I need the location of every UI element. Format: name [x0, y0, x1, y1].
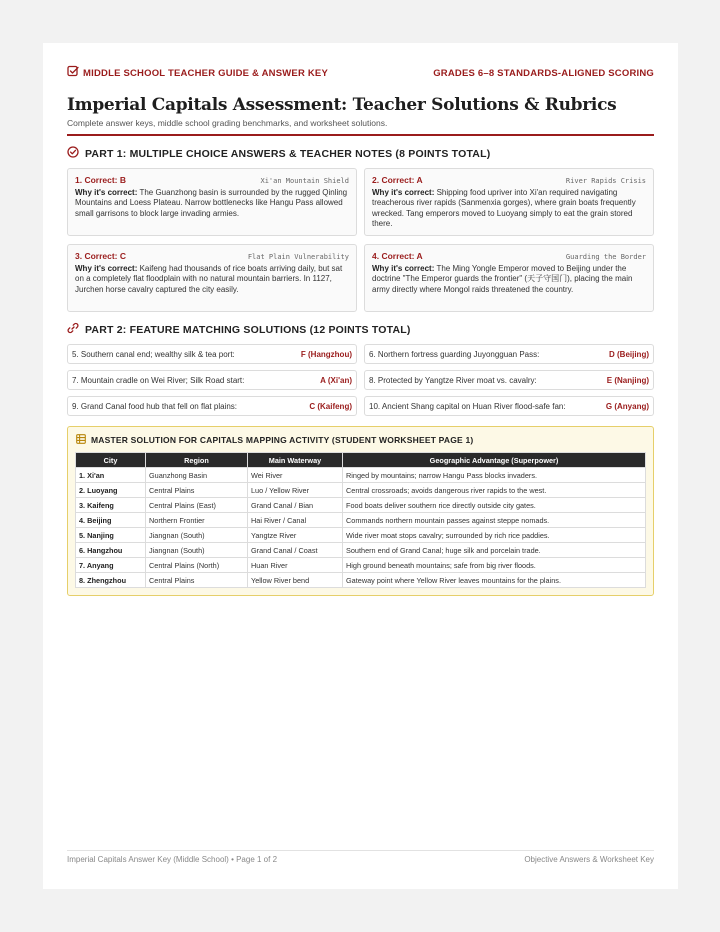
why-label: Why it's correct: — [75, 188, 138, 197]
cell-waterway: Grand Canal / Bian — [248, 498, 343, 513]
checkbox-icon — [67, 64, 79, 82]
table-icon — [76, 434, 86, 446]
mc-card — [67, 168, 357, 236]
table-row — [76, 468, 646, 483]
match-item — [67, 370, 357, 390]
cell-advantage: Wide river moat stops cavalry; surrounded by rich rice paddies. — [343, 528, 646, 543]
top-bar — [67, 65, 654, 81]
mc-explanation — [75, 264, 349, 295]
cell-advantage: High ground beneath mountains; safe from big river floods. — [343, 558, 646, 573]
mc-answer: 1. Correct: B — [75, 175, 127, 185]
cell-region: Central Plains (North) — [146, 558, 248, 573]
mc-tag: Flat Plain Vulnerability — [247, 253, 349, 261]
mc-explanation — [372, 264, 646, 295]
cell-region: Northern Frontier — [146, 513, 248, 528]
part2-heading-text: PART 2: FEATURE MATCHING SOLUTIONS (12 POINTS TOTAL) — [85, 323, 411, 336]
match-question: 10. Ancient Shang capital on Huan River flood-safe fan: — [369, 401, 566, 411]
cell-advantage: Commands northern mountain passes against steppe nomads. — [343, 513, 646, 528]
match-answer: G (Anyang) — [605, 401, 649, 411]
cell-waterway: Yangtze River — [248, 528, 343, 543]
mc-tag: Xi'an Mountain Shield — [260, 177, 349, 185]
table-row — [76, 513, 646, 528]
cell-region: Guanzhong Basin — [146, 468, 248, 483]
cell-region: Central Plains (East) — [146, 498, 248, 513]
cell-city: 2. Luoyang — [76, 483, 146, 498]
cell-city: 4. Beijing — [76, 513, 146, 528]
mc-answer-grid — [67, 168, 654, 312]
mc-answer: 4. Correct: A — [372, 251, 423, 261]
master-heading-text: MASTER SOLUTION FOR CAPITALS MAPPING ACTIVITY (STUDENT WORKSHEET PAGE 1) — [91, 435, 474, 445]
cell-waterway: Luo / Yellow River — [248, 483, 343, 498]
cell-waterway: Huan River — [248, 558, 343, 573]
why-label: Why it's correct: — [372, 188, 435, 197]
match-item — [67, 396, 357, 416]
cell-region: Jiangnan (South) — [146, 543, 248, 558]
col-header-city: City — [76, 453, 146, 468]
mc-explanation-text: The Ming Yongle Emperor moved to Beijing under the doctrine "The Emperor guards the frontier" (天子守国门), placing the main army directly where Mongol raids threatened the country. — [372, 264, 633, 294]
guide-label-group — [67, 64, 328, 82]
table-row — [76, 483, 646, 498]
cell-waterway: Wei River — [248, 468, 343, 483]
table-row — [76, 528, 646, 543]
table-row — [76, 573, 646, 588]
check-circle-icon — [67, 146, 79, 161]
mc-explanation-text: Kaifeng had thousands of rice boats arriving daily, but sat on a completely flat floodplain with no natural mountain barriers. In 1127, Jurchen horse cavalry captured the city easily. — [75, 264, 343, 294]
match-answer: C (Kaifeng) — [309, 401, 352, 411]
match-item — [364, 396, 654, 416]
cell-waterway: Grand Canal / Coast — [248, 543, 343, 558]
answer-key-page — [43, 43, 678, 889]
title-divider — [67, 134, 654, 136]
guide-label: MIDDLE SCHOOL TEACHER GUIDE & ANSWER KEY — [83, 67, 328, 79]
mc-explanation-text: Shipping food upriver into Xi'an required navigating treacherous river rapids (Sanmenxia gorges), where grain boats frequently wrecked. Tang emperors moved to Luoyang simply to eat the grain stored there. — [372, 188, 636, 228]
table-row — [76, 498, 646, 513]
match-item — [364, 370, 654, 390]
match-question: 8. Protected by Yangtze River moat vs. cavalry: — [369, 375, 537, 385]
master-solution-box — [67, 426, 654, 596]
mc-card — [364, 244, 654, 312]
footer-left: Imperial Capitals Answer Key (Middle School) • Page 1 of 2 — [67, 855, 278, 864]
mc-answer: 2. Correct: A — [372, 175, 423, 185]
cell-city: 1. Xi'an — [76, 468, 146, 483]
part2-heading — [67, 322, 654, 337]
cell-advantage: Food boats deliver southern rice directly outside city gates. — [343, 498, 646, 513]
part1-heading — [67, 146, 654, 161]
mc-explanation — [372, 188, 646, 229]
cell-advantage: Ringed by mountains; narrow Hangu Pass blocks invaders. — [343, 468, 646, 483]
match-answer: E (Nanjing) — [606, 375, 649, 385]
match-question: 7. Mountain cradle on Wei River; Silk Road start: — [72, 375, 245, 385]
cell-city: 7. Anyang — [76, 558, 146, 573]
col-header-waterway: Main Waterway — [248, 453, 343, 468]
matching-grid — [67, 344, 654, 416]
col-header-region: Region — [146, 453, 248, 468]
cell-advantage: Central crossroads; avoids dangerous river rapids to the west. — [343, 483, 646, 498]
grade-label: GRADES 6–8 STANDARDS-ALIGNED SCORING — [433, 67, 654, 79]
match-question: 9. Grand Canal food hub that fell on flat plains: — [72, 401, 237, 411]
cell-city: 3. Kaifeng — [76, 498, 146, 513]
cell-region: Central Plains — [146, 483, 248, 498]
cell-city: 6. Hangzhou — [76, 543, 146, 558]
match-question: 6. Northern fortress guarding Juyongguan Pass: — [369, 349, 540, 359]
match-answer: D (Beijing) — [609, 349, 649, 359]
cell-advantage: Southern end of Grand Canal; huge silk and porcelain trade. — [343, 543, 646, 558]
cell-waterway: Yellow River bend — [248, 573, 343, 588]
cell-advantage: Gateway point where Yellow River leaves mountains for the plains. — [343, 573, 646, 588]
page-subtitle: Complete answer keys, middle school grading benchmarks, and worksheet solutions. — [67, 118, 388, 128]
link-icon — [67, 322, 79, 337]
match-question: 5. Southern canal end; wealthy silk & tea port: — [72, 349, 235, 359]
mc-card — [67, 244, 357, 312]
table-row — [76, 543, 646, 558]
why-label: Why it's correct: — [75, 264, 138, 273]
table-header-row — [76, 453, 646, 468]
cell-region: Jiangnan (South) — [146, 528, 248, 543]
part1-heading-text: PART 1: MULTIPLE CHOICE ANSWERS & TEACHER NOTES (8 POINTS TOTAL) — [85, 147, 491, 160]
table-row — [76, 558, 646, 573]
page-footer — [67, 850, 654, 864]
cell-city: 5. Nanjing — [76, 528, 146, 543]
mc-tag: Guarding the Border — [565, 253, 646, 261]
cell-waterway: Hai River / Canal — [248, 513, 343, 528]
match-answer: A (Xi'an) — [320, 375, 352, 385]
mc-card — [364, 168, 654, 236]
why-label: Why it's correct: — [372, 264, 435, 273]
capitals-table — [75, 452, 646, 588]
mc-explanation-text: The Guanzhong basin is surrounded by the rugged Qinling Mountains and Loess Plateau. Narrow bottlenecks like Hangu Pass allowed small garrisons to block large invading armies. — [75, 188, 348, 218]
page-title: Imperial Capitals Assessment: Teacher Solutions & Rubrics — [67, 95, 617, 115]
mc-explanation — [75, 188, 349, 219]
match-item — [364, 344, 654, 364]
cell-city: 8. Zhengzhou — [76, 573, 146, 588]
footer-right: Objective Answers & Worksheet Key — [524, 855, 654, 864]
mc-tag: River Rapids Crisis — [565, 177, 646, 185]
mc-answer: 3. Correct: C — [75, 251, 127, 261]
match-item — [67, 344, 357, 364]
match-answer: F (Hangzhou) — [300, 349, 352, 359]
cell-region: Central Plains — [146, 573, 248, 588]
master-heading — [76, 434, 646, 446]
col-header-advantage: Geographic Advantage (Superpower) — [343, 453, 646, 468]
